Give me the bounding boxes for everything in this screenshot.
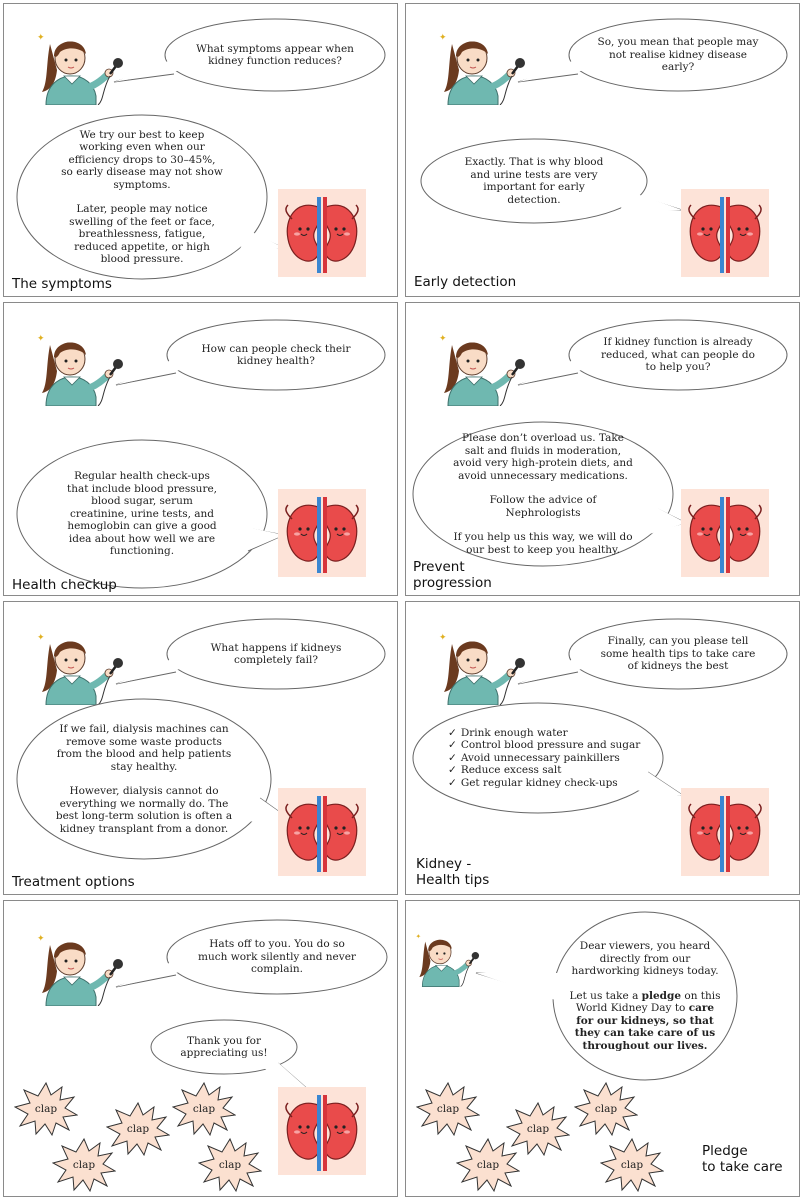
- question-bubble: [568, 18, 788, 92]
- clap-label: clap: [526, 1123, 550, 1135]
- answer-paragraph: If you help us this way, we will do our best to keep you healthy.: [453, 531, 633, 556]
- kidney-character-icon: [278, 189, 366, 277]
- answer-bubble: [420, 138, 648, 224]
- checkmark-icon: ✓: [448, 751, 457, 764]
- clap-label: clap: [218, 1159, 242, 1171]
- question-text: So, you mean that people may not realise kidney disease early?: [597, 36, 759, 74]
- panel-caption: Health checkup: [12, 577, 117, 593]
- question-bubble: [166, 618, 386, 690]
- checkmark-icon: ✓: [448, 739, 457, 752]
- clap-label: clap: [34, 1103, 58, 1115]
- answer-paragraph: Please don’t overload us. Take salt and fluids in moderation, avoid very high-protein diets, and avoid unnecessary medications.: [453, 432, 633, 482]
- comic-panel-early-detection: [405, 3, 800, 297]
- comic-panel-prevent-progression: [405, 302, 800, 596]
- panel-caption: The symptoms: [12, 276, 112, 292]
- pledge-text: Let us take a pledge on this World Kidney Day to care for our kidneys, so that they can take care of us throughout our lives.: [569, 989, 721, 1052]
- question-text: Finally, can you please tell some health tips to take care of kidneys the best: [600, 635, 756, 673]
- question-text: Hats off to you. You do so much work silently and never complain.: [198, 938, 356, 976]
- comic-panel-health-checkup: [3, 302, 398, 596]
- reporter-icon: [32, 331, 127, 406]
- clap-burst: [456, 1137, 520, 1193]
- question-bubble: [568, 618, 788, 690]
- clap-label: clap: [476, 1159, 500, 1171]
- reporter-icon: [434, 30, 529, 105]
- comic-panel-health-tips: [405, 601, 800, 895]
- kidney-character-icon: [278, 489, 366, 577]
- answer-bubble: [16, 114, 268, 280]
- answer-paragraph: We try our best to keep working even when our efficiency drops to 30–45%, so early disease may not show symptoms.: [61, 128, 223, 191]
- kidney-character-icon: [278, 788, 366, 876]
- list-item: ✓ Control blood pressure and sugar: [448, 739, 641, 752]
- kidney-character-icon: [278, 1087, 366, 1175]
- question-text: What happens if kidneys completely fail?: [210, 641, 342, 666]
- tips-bubble: [412, 702, 664, 814]
- panel-caption: Kidney - Health tips: [416, 856, 490, 888]
- clap-burst: [14, 1081, 78, 1137]
- clap-label: clap: [126, 1123, 150, 1135]
- question-bubble: [166, 319, 386, 391]
- list-item: ✓ Avoid unnecessary painkillers: [448, 751, 620, 764]
- question-text: What symptoms appear when kidney function reduces?: [196, 42, 354, 67]
- panel-caption: Early detection: [414, 274, 517, 290]
- clap-label: clap: [594, 1103, 618, 1115]
- clap-label: clap: [192, 1103, 216, 1115]
- question-text: How can people check their kidney health?: [201, 342, 351, 367]
- panel-caption: Prevent progression: [413, 559, 492, 591]
- answer-paragraph: Regular health check-ups that include blood pressure, blood sugar, serum creatinine, urine tests, and hemoglobin can give a good idea about how well we are functioning.: [66, 470, 218, 558]
- reporter-icon: [32, 30, 127, 105]
- clap-burst: [198, 1137, 262, 1193]
- clap-burst: [600, 1137, 664, 1193]
- reporter-icon: [412, 931, 482, 987]
- clap-burst: [416, 1081, 480, 1137]
- comic-panel-pledge: [405, 900, 800, 1197]
- clap-label: clap: [72, 1159, 96, 1171]
- question-bubble: [166, 919, 388, 995]
- answer-paragraph: Exactly. That is why blood and urine tests are very important for early detection.: [464, 156, 604, 206]
- clap-label: clap: [436, 1103, 460, 1115]
- checkmark-icon: ✓: [448, 776, 457, 789]
- answer-bubble: [150, 1019, 298, 1075]
- answer-bubble: [412, 421, 674, 567]
- question-text: Dear viewers, you heard directly from our hardworking kidneys today.: [571, 940, 719, 977]
- clap-burst: [574, 1081, 638, 1137]
- comic-panel-treatment-options: [3, 601, 398, 895]
- clap-burst: [172, 1081, 236, 1137]
- list-item: ✓ Drink enough water: [448, 726, 568, 739]
- answer-paragraph: Thank you for appreciating us!: [180, 1034, 268, 1059]
- answer-bubble: [16, 439, 268, 589]
- kidney-character-icon: [681, 489, 769, 577]
- answer-paragraph: However, dialysis cannot do everything we normally do. The best long-term solution is often a kidney transplant from a donor.: [55, 785, 233, 835]
- question-text: If kidney function is already reduced, what can people do to help you?: [601, 336, 755, 374]
- answer-bubble: [16, 698, 272, 860]
- reporter-icon: [434, 331, 529, 406]
- reporter-icon: [434, 630, 529, 705]
- answer-paragraph: If we fail, dialysis machines can remove some waste products from the blood and help patients stay healthy.: [56, 723, 232, 773]
- checkmark-icon: ✓: [448, 764, 457, 777]
- reporter-icon: [32, 630, 127, 705]
- kidney-character-icon: [681, 189, 769, 277]
- panel-caption: Pledge to take care: [702, 1143, 783, 1175]
- panel-caption: Treatment options: [12, 874, 135, 890]
- answer-paragraph: Later, people may notice swelling of the feet or face, breathlessness, fatigue, reduced appetite, or high blood pressure.: [69, 203, 215, 265]
- checkmark-icon: ✓: [448, 726, 457, 739]
- comic-panel-symptoms: [3, 3, 398, 297]
- clap-burst: [52, 1137, 116, 1193]
- comic-panel-thanks: [3, 900, 398, 1197]
- pledge-bubble: [552, 911, 738, 1081]
- kidney-character-icon: [681, 788, 769, 876]
- reporter-icon: [32, 931, 127, 1006]
- question-bubble: [568, 319, 788, 391]
- question-bubble: [164, 18, 386, 92]
- list-item: ✓ Reduce excess salt: [448, 764, 562, 777]
- clap-label: clap: [620, 1159, 644, 1171]
- list-item: ✓ Get regular kidney check-ups: [448, 776, 618, 789]
- answer-paragraph: Follow the advice of Nephrologists: [489, 494, 597, 519]
- health-tips-list: [448, 727, 640, 790]
